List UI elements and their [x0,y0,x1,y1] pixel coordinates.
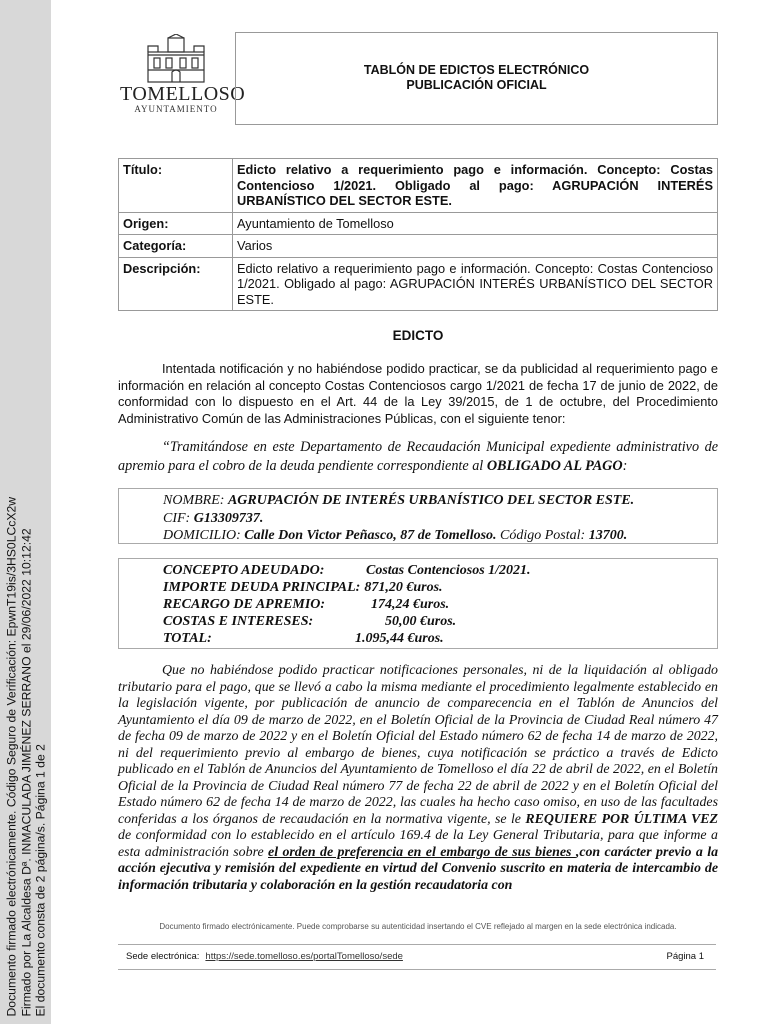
quote-bold: OBLIGADO AL PAGO [486,458,623,474]
header-title: TABLÓN DE EDICTOS ELECTRÓNICO [363,63,590,77]
deuda-row [163,613,457,631]
deuda-label: RECARGO DE APREMIO: [163,597,326,612]
categoria-label: Categoría: [119,235,233,258]
sede-link[interactable]: https://sede.tomelloso.es/portalTomelloso/sede [205,951,403,962]
descripcion-label: Descripción: [119,257,233,311]
descripcion-value: Edicto relativo a requerimiento pago e información. Concepto: Costas Contencioso 1/2021. Obligado al pago: AGRUPACIÓN INTERÉS URBANÍSTICO DEL SECTOR ESTE. [233,257,718,311]
body-part-2: de conformidad con lo establecido en el artículo 169.4 de la Ley General Tributaria, para que informe a esta administración sobre [118,828,718,860]
table-row [119,257,718,311]
signature-line-3: El documento consta de 2 página/s. Página 1 de 2 [33,743,48,1016]
deuda-row [163,596,450,614]
deuda-row [163,579,443,597]
footer [118,944,716,970]
tomelloso-logo [120,34,246,120]
deuda-value: 871,20 €uros. [364,580,443,595]
body-requiere: REQUIERE POR ÚLTIMA VEZ [525,811,718,827]
deuda-box [118,558,718,649]
footer-sede [126,951,403,962]
nombre-value: AGRUPACIÓN DE INTERÉS URBANÍSTICO DEL SECTOR ESTE. [227,493,635,508]
quote-paragraph [118,438,718,476]
deuda-label: TOTAL: [163,631,212,646]
edicto-title: EDICTO [392,328,444,343]
table-row [119,212,718,235]
metadata-table [118,158,718,311]
body-orden: el orden de preferencia en el embargo de sus bienes [268,844,576,860]
titulo-label: Título: [119,159,233,213]
origen-label: Origen: [119,212,233,235]
deuda-label: CONCEPTO ADEUDADO: [163,563,325,578]
intro-paragraph: Intentada notificación y no habiéndose podido practicar, se da publicidad al requerimiento pago e información en relación al concepto Costas Contenciosos cargo 1/2021 de fecha 17 de junio de 2022, de conformidad con lo dispuesto en el Art. 44 de la Ley 39/2015, de 1 de octubre, del Procedimiento Administrativo Común de las Administraciones Públicas, con el siguiente tenor: [118,361,718,426]
header-subtitle: PUBLICACIÓN OFICIAL [406,78,547,92]
signature-text-wrapper [4,496,48,1016]
signature-text [5,496,49,1016]
obligado-box [118,488,718,544]
cp-label: Código Postal: [496,528,589,543]
page-number: Página 1 [666,951,704,962]
table-row [119,235,718,258]
signature-strip [0,0,51,1024]
quote-text: “Tramitándose en este Departamento de Recaudación Municipal expediente administrativo de apremio para el cobro de la deuda pendiente correspondiente al [118,439,718,474]
logo-name: TOMELLOSO [120,83,246,105]
domicilio-value: Calle Don Victor Peñasco, 87 de Tomelloso. [244,528,497,543]
cif-line [163,510,634,528]
titulo-value: Edicto relativo a requerimiento pago e información. Concepto: Costas Contencioso 1/2021. Obligado al pago: AGRUPACIÓN INTERÉS URBANÍSTICO DEL SECTOR ESTE. [233,159,718,213]
signature-line-2: Firmado por La Alcaldesa Dª. INMACULADA JIMÉNEZ SERRANO el 29/06/2022 10:12:42 [19,527,33,1016]
deuda-row [163,562,531,580]
footnote: Documento firmado electrónicamente. Puede comprobarse su autenticidad insertando el CVE reflejado al margen en la sede electrónica indicada. [159,922,677,931]
deuda-value: 1.095,44 €uros. [355,631,444,646]
quote-end: : [622,458,628,474]
domicilio-line [163,527,634,545]
town-hall-icon [144,34,208,84]
categoria-value: Varios [233,235,718,258]
sede-label: Sede electrónica: [126,951,200,962]
signature-line-1: Documento firmado electrónicamente. Código Seguro de Verificación: EpwnT19is/3HS0LCcX2w [4,496,19,1016]
table-row [119,159,718,213]
deuda-row [163,630,444,648]
nombre-label: NOMBRE: [163,493,228,508]
body-part-1: Que no habiéndose podido practicar notificaciones personales, ni de la liquidación al obligado tributario para el pago, que se llevó a cabo la misma mediante el procedimiento legalmente establecido en la legislación vigente, por publicación de anuncio de comparecencia en el Tablón de Anuncios del Ayuntamiento el día 09 de marzo de 2022, en el Boletín Oficial de la Provincia de Ciudad Real número 47 de fecha 09 de marzo de 2022 y en el Boletín Oficial del Estado número 62 de fecha 14 de marzo de 2022, ni del requerimiento previo al embargo de bienes, cuya notificación se práctico a través de Edicto publicado en el Tablón de Anuncios del Ayuntamiento de Tomelloso el día 22 de abril de 2022, en el Boletín Oficial de la Provincia de Ciudad Real número 77 de fecha 22 de abril de 2022 y en el Boletín Oficial del Estado número 62 de fecha 14 de marzo de 2022, las cuales ha hecho caso omiso, en uso de las facultades conferidas a los órganos de recaudación en la normativa vigente, se le [118,663,718,827]
cp-value: 13700. [588,528,628,543]
origen-value: Ayuntamiento de Tomelloso [233,212,718,235]
deuda-value: 50,00 €uros. [385,614,457,629]
logo-subtitle: AYUNTAMIENTO [134,104,218,114]
header-box [235,32,718,125]
obligado-content [163,492,634,545]
deuda-value: 174,24 €uros. [371,597,450,612]
body-part-3: ,con carácter previo a la acción ejecutiva y remisión del expediente en virtud del Convenio suscrito en materia de intercambio de información tributaria y colaboración en la gestión recaudatoria con [118,844,719,893]
deuda-label: COSTAS E INTERESES: [163,614,314,629]
body-paragraph [118,663,718,894]
cif-value: G13309737. [193,510,264,526]
cif-label: CIF: [163,510,194,526]
deuda-label: IMPORTE DEUDA PRINCIPAL: [163,580,361,595]
domicilio-label: DOMICILIO: [163,528,245,543]
nombre-line [163,492,634,510]
deuda-value: Costas Contenciosos 1/2021. [366,563,531,578]
